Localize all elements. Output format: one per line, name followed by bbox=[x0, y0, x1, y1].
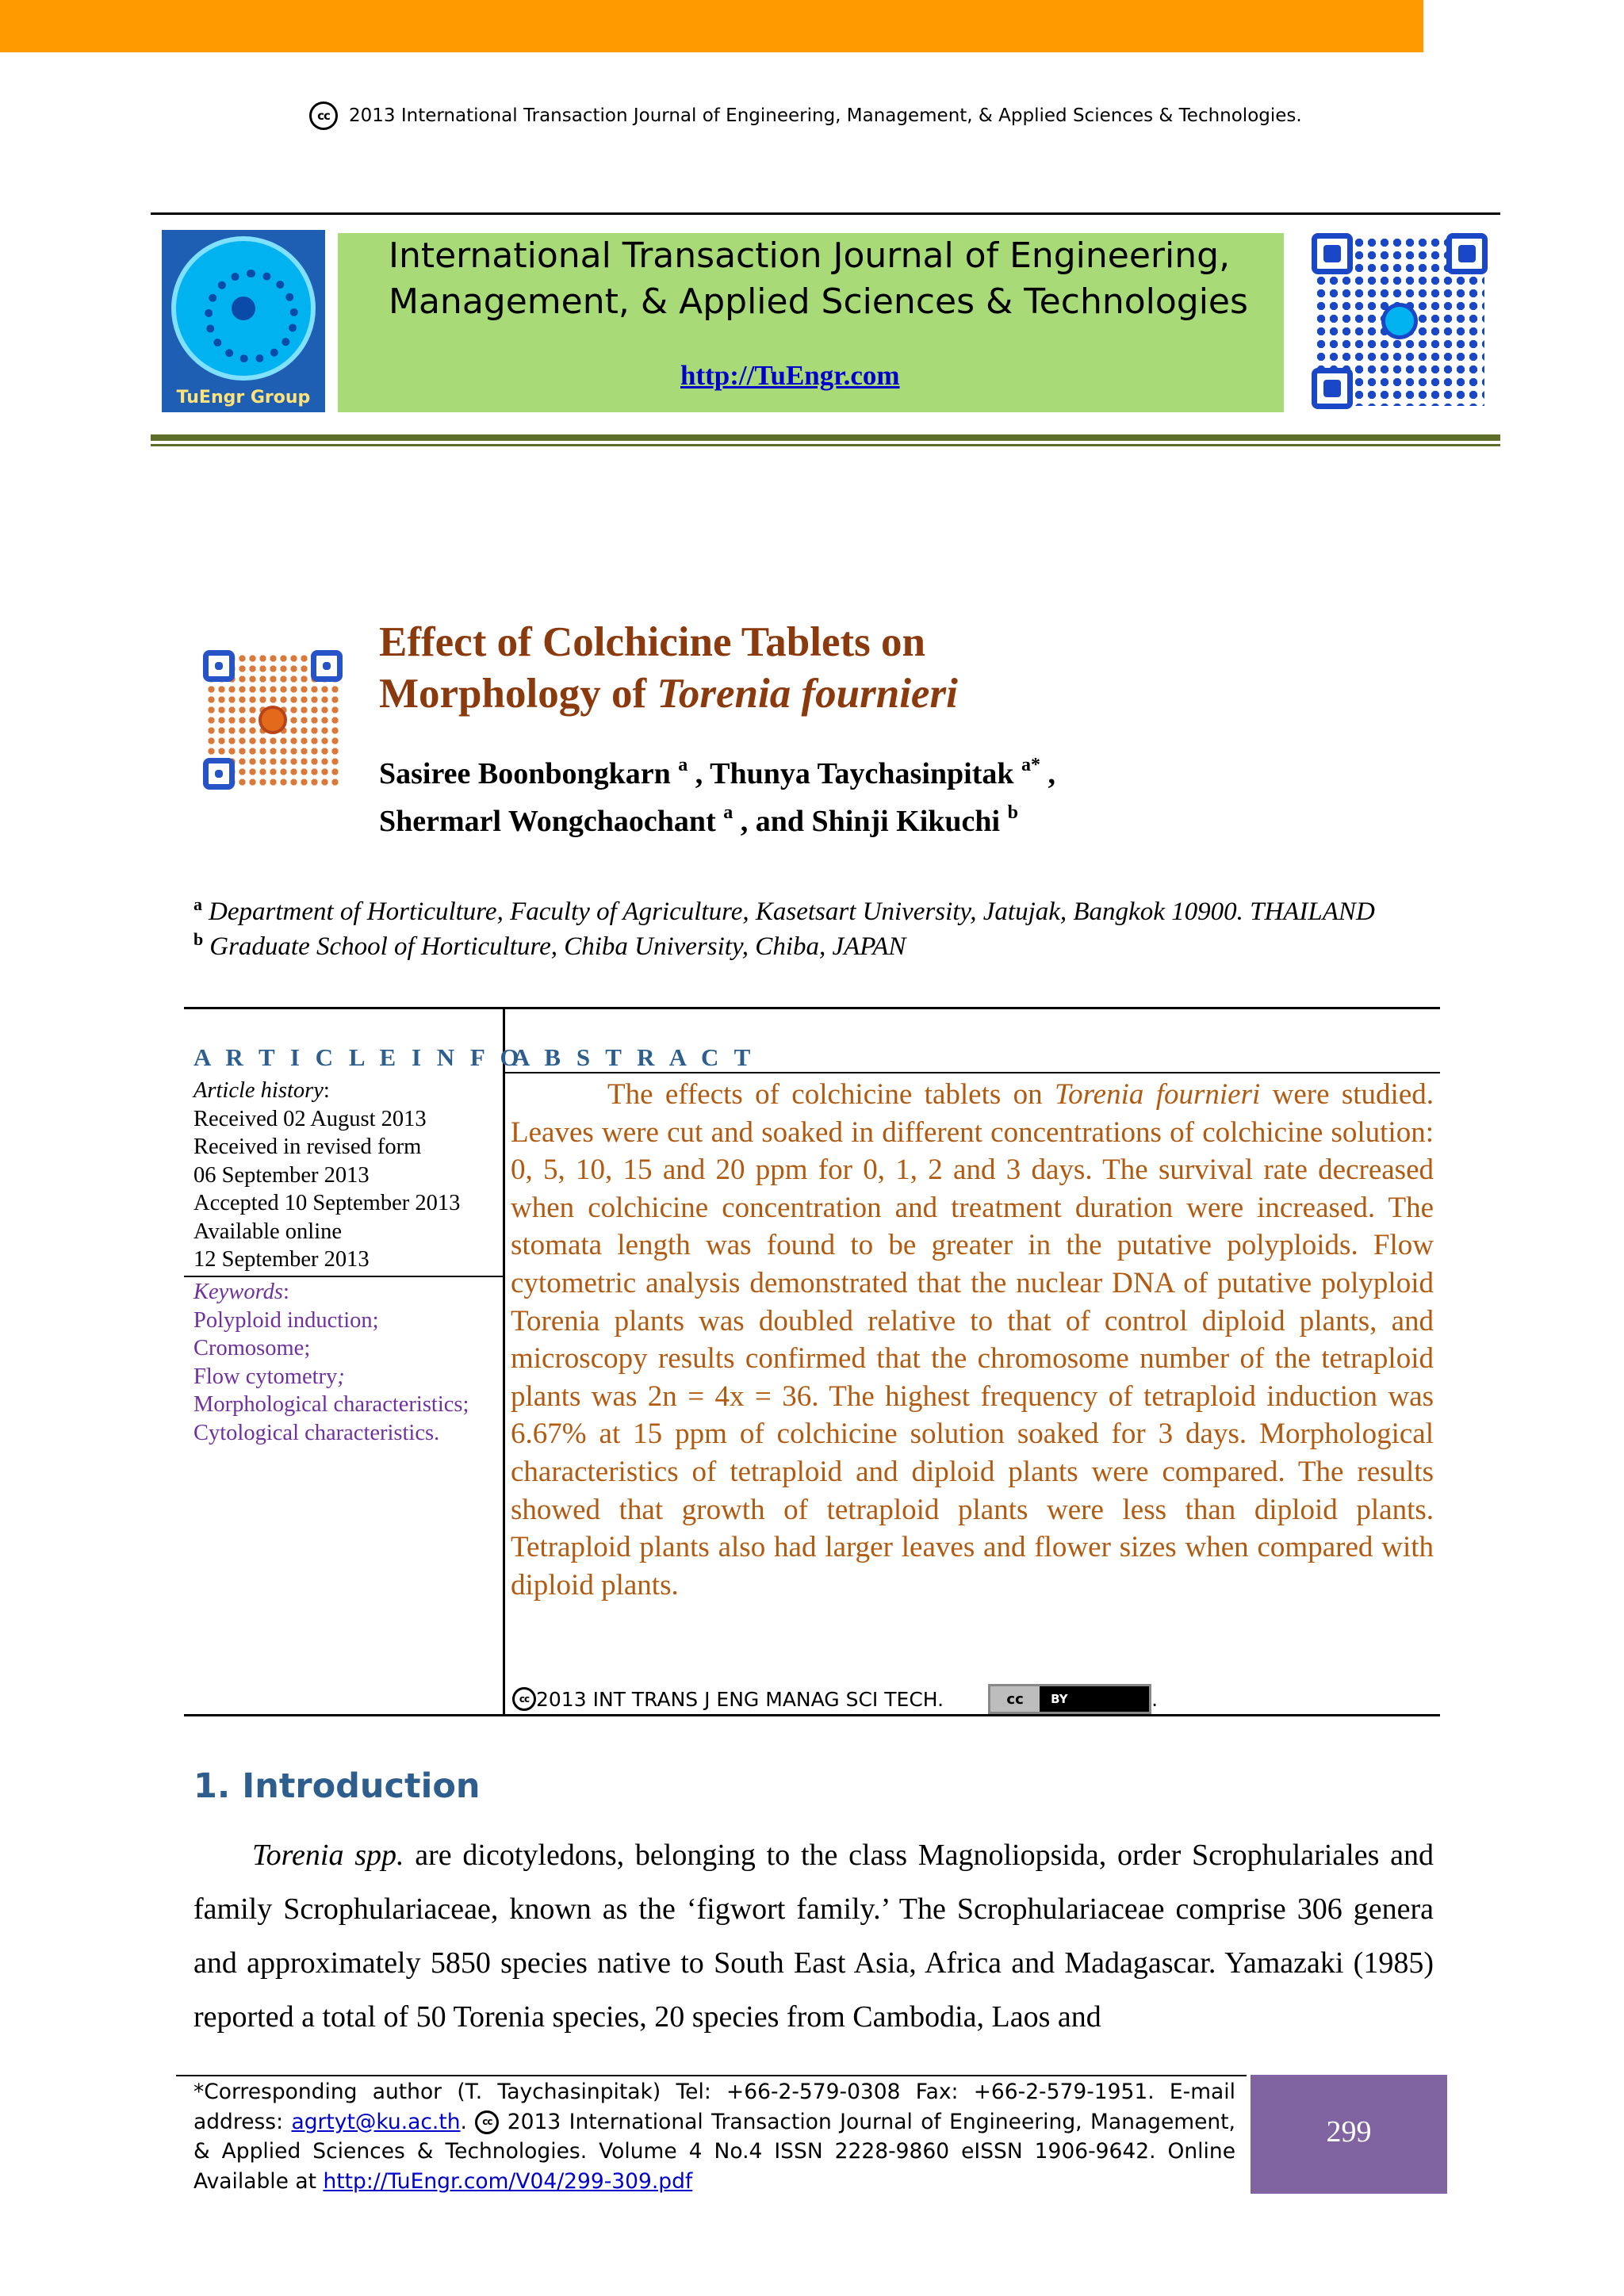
keywords-label: Keywords bbox=[193, 1280, 283, 1304]
footnote-text: 2013 International Transaction Journal of Engineering, Management, & Applied Sciences & Technologies. Volume 4 No.4 ISSN 2228-9860 eISSN 1906-9642. Online Available at bbox=[193, 2109, 1235, 2194]
affiliation-mark: a bbox=[193, 894, 202, 914]
abstract-copyright-text: 2013 INT TRANS J ENG MANAG SCI TECH. bbox=[536, 1687, 944, 1711]
keywords bbox=[193, 1278, 503, 1447]
author-name: Thunya Taychasinpitak bbox=[710, 757, 1014, 790]
abstract-species: Torenia fournieri bbox=[1054, 1078, 1261, 1111]
keyword-item bbox=[193, 1363, 503, 1391]
keyword-item: Morphological characteristics; bbox=[193, 1392, 469, 1417]
intro-text: are dicotyledons, belonging to the class Magnoliopsida, order Scrophulariales and family Scrophulariaceae, known as the ‘figwort family.’ The Scrophulariaceae comprise 306 genera and approximately 5850 species native to South East Asia, Africa and Madagascar. Yamazaki (1985) reported a total of 50 Torenia species, 20 species from Cambodia, Laos and bbox=[193, 1839, 1434, 2034]
tuengr-logo bbox=[162, 230, 325, 412]
cc-by-license-badge[interactable] bbox=[988, 1684, 1151, 1714]
copyright-period: . bbox=[1151, 1687, 1159, 1711]
author-line1 bbox=[379, 750, 1055, 798]
paper-title-line2 bbox=[379, 668, 958, 720]
keywords-label-row bbox=[193, 1278, 503, 1307]
info-rule-top bbox=[184, 1007, 1440, 1009]
affiliation-a bbox=[193, 894, 1435, 929]
journal-banner bbox=[338, 233, 1284, 412]
cc-badge-symbol: cc bbox=[990, 1686, 1040, 1712]
history-item: 06 September 2013 bbox=[193, 1162, 370, 1188]
page-number: 299 bbox=[1326, 2115, 1372, 2149]
author-line2 bbox=[379, 798, 1055, 845]
abstract-heading-rule bbox=[503, 1072, 1440, 1073]
history-item: Accepted 10 September 2013 bbox=[193, 1191, 461, 1215]
article-qr-code bbox=[201, 649, 344, 791]
author-email-link[interactable]: agrtyt@ku.ac.th bbox=[291, 2109, 461, 2134]
affiliation-b bbox=[193, 929, 1435, 964]
journal-name-line1: International Transaction Journal of Engineering, bbox=[389, 235, 1231, 276]
paper-title-line1: Effect of Colchicine Tablets on bbox=[379, 619, 925, 665]
history-item: Received 02 August 2013 bbox=[193, 1106, 427, 1131]
title-species: Torenia fournieri bbox=[657, 671, 958, 717]
author-affiliation-mark: a bbox=[678, 755, 688, 775]
introduction-body bbox=[193, 1828, 1434, 2044]
creative-commons-icon: cc bbox=[512, 1687, 536, 1711]
author-separator: , and bbox=[733, 805, 812, 838]
author-affiliation-mark: b bbox=[1007, 802, 1018, 823]
history-item: 12 September 2013 bbox=[193, 1247, 370, 1272]
author-list bbox=[379, 750, 1055, 845]
journal-name bbox=[389, 233, 1248, 325]
header-rule-top bbox=[151, 212, 1500, 215]
footnote-text: *Corresponding author (T. Taychasinpitak) Tel: +66-2-579-0308 Fax: +66-2-579-1951. E-mail address: bbox=[193, 2080, 1235, 2134]
author-affiliation-mark: a* bbox=[1021, 755, 1040, 775]
history-colon: : bbox=[323, 1078, 330, 1103]
header-rule-bottom-thick bbox=[151, 434, 1500, 441]
keywords-rule bbox=[184, 1276, 503, 1277]
author-name: Shermarl Wongchaochant bbox=[379, 805, 716, 838]
abstract-heading: A B S T R A C T bbox=[512, 1043, 756, 1071]
affiliations bbox=[193, 894, 1435, 964]
affiliation-mark: b bbox=[193, 929, 204, 949]
corresponding-author-note bbox=[193, 2077, 1235, 2196]
keywords-colon: : bbox=[282, 1280, 289, 1304]
keyword-text: Flow cytometry bbox=[193, 1364, 338, 1389]
journal-url-link[interactable]: http://TuEngr.com bbox=[680, 360, 900, 391]
info-column-divider bbox=[503, 1007, 505, 1716]
creative-commons-icon: cc bbox=[309, 101, 338, 130]
title-prefix: Morphology of bbox=[379, 671, 657, 717]
top-accent-bar bbox=[0, 0, 1423, 52]
author-affiliation-mark: a bbox=[723, 802, 733, 823]
wheel-icon bbox=[171, 236, 316, 381]
author-separator: , bbox=[1040, 757, 1055, 790]
keyword-suffix: ; bbox=[337, 1364, 345, 1389]
cc-badge-by: BY bbox=[1051, 1692, 1068, 1706]
affiliation-text: Department of Horticulture, Faculty of Agriculture, Kasetsart University, Jatujak, Bangkok 10900. THAILAND bbox=[209, 897, 1375, 926]
header-rule-bottom-thin bbox=[151, 444, 1500, 446]
author-name: Shinji Kikuchi bbox=[811, 805, 1001, 838]
copyright-text: 2013 International Transaction Journal of Engineering, Management, & Applied Sciences & Technologies. bbox=[349, 105, 1302, 126]
introduction-heading: 1. Introduction bbox=[193, 1766, 481, 1806]
footnote-text: . bbox=[460, 2109, 476, 2134]
author-separator: , bbox=[688, 757, 710, 790]
keyword-item: Polyploid induction; bbox=[193, 1307, 379, 1333]
article-pdf-link[interactable]: http://TuEngr.com/V04/299-309.pdf bbox=[323, 2168, 693, 2194]
copyright-header bbox=[309, 101, 1419, 130]
abstract-copyright bbox=[512, 1684, 1158, 1714]
footnote-rule bbox=[176, 2075, 1247, 2076]
keyword-item: Cytological characteristics. bbox=[193, 1420, 440, 1445]
creative-commons-icon: cc bbox=[475, 2110, 499, 2134]
logo-text: TuEngr Group bbox=[176, 388, 311, 408]
history-label: Article history bbox=[193, 1078, 324, 1103]
abstract-text: The effects of colchicine tablets on bbox=[607, 1078, 1055, 1111]
journal-qr-code bbox=[1308, 230, 1491, 412]
page-number-box bbox=[1251, 2075, 1447, 2194]
intro-genus: Torenia spp. bbox=[252, 1839, 404, 1872]
abstract-body bbox=[511, 1076, 1434, 1604]
affiliation-text: Graduate School of Horticulture, Chiba University, Chiba, JAPAN bbox=[209, 932, 906, 961]
history-item: Available online bbox=[193, 1219, 343, 1244]
article-info-heading: A R T I C L E I N F O bbox=[193, 1043, 524, 1071]
article-history bbox=[193, 1077, 503, 1274]
history-item: Received in revised form bbox=[193, 1135, 422, 1159]
history-label-row bbox=[193, 1077, 503, 1105]
author-name: Sasiree Boonbongkarn bbox=[379, 757, 671, 790]
info-rule-bottom bbox=[184, 1714, 1440, 1716]
keyword-item: Cromosome; bbox=[193, 1336, 311, 1360]
abstract-text: were studied. Leaves were cut and soaked in different concentrations of colchicine solution: 0, 5, 10, 15 and 20 ppm for 0, 1, 2 and 3 days. The survival rate decreased when colchicine concentration and treatment duration were increased. The stomata length was found to be greater in the putative polyploids. Flow cytometric analysis demonstrated that the nuclear DNA of putative polyploid Torenia plants was doubled relative to that of control diploid plants, and microscopy results confirmed that the chromosome number of the tetraploid plants was 2n = 4x = 36. The highest frequency of tetraploid induction was 6.67% at 15 ppm of colchicine solution soaked for 3 days. Morphological characteristics of tetraploid and diploid plants were compared. The results showed that growth of tetraploid plants were less than diploid plants. Tetraploid plants also had larger leaves and flower sizes when compared with diploid plants. bbox=[511, 1078, 1434, 1601]
journal-name-line2: Management, & Applied Sciences & Technologies bbox=[389, 281, 1248, 322]
paper-title bbox=[379, 617, 958, 720]
